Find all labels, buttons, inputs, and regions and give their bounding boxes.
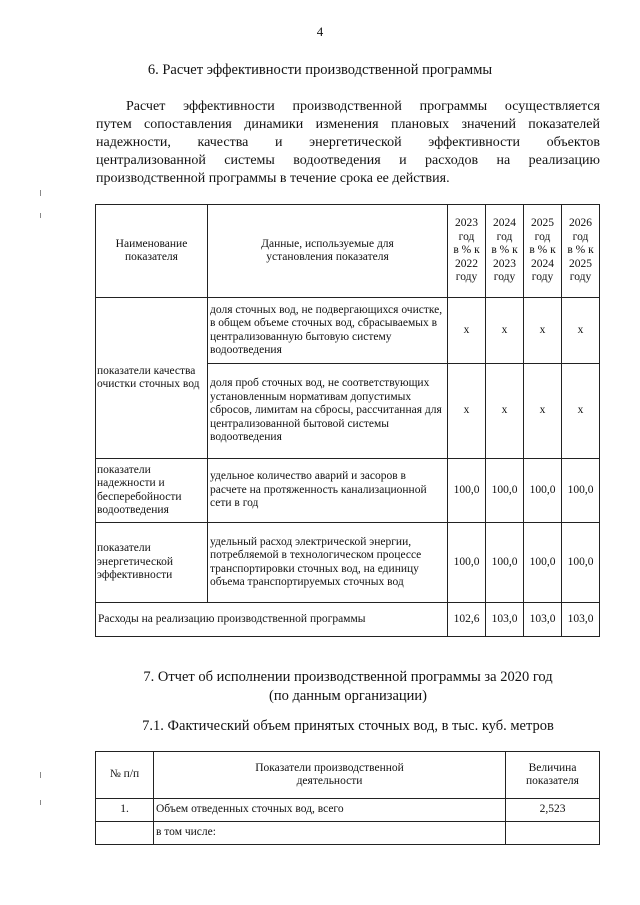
table-header-row: [96, 205, 600, 298]
header-num: № п/п: [96, 752, 154, 799]
table-row: [96, 459, 600, 523]
row-value: 100,0: [524, 459, 562, 523]
paragraph-line: Расчет эффективности производственной программы осуществляется: [126, 99, 600, 114]
row-value: x: [524, 364, 562, 459]
row-value: 100,0: [448, 459, 486, 523]
header-indicator-name: Наименование показателя: [96, 205, 208, 298]
header-year-2025: 2025 год в % к 2024 году: [524, 205, 562, 298]
row-value: 100,0: [524, 523, 562, 603]
paragraph-line: производственной программы в течение срока ее действия.: [96, 171, 450, 186]
header-year-2023: 2023 год в % к 2022 году: [448, 205, 486, 298]
row-value: 100,0: [486, 459, 524, 523]
group-label-quality: показатели качества очистки сточных вод: [96, 298, 208, 459]
group-label-reliability: показатели надежности и бесперебойности водоотведения: [96, 459, 208, 523]
row-description: удельное количество аварий и засоров в расчете на протяженность канализационной сети в год: [208, 459, 448, 523]
total-value: 102,6: [448, 603, 486, 637]
total-value: 103,0: [486, 603, 524, 637]
row-num: [96, 822, 154, 845]
table-header-row: [96, 752, 600, 799]
section-7-heading: 7. Отчет об исполнении производственной программы за 2020 год (по данным организации): [143, 669, 553, 704]
row-description: удельный расход электрической энергии, потребляемой в технологическом процессе транспортировки сточных вод, на единицу объема транспортируемых сточных вод: [208, 523, 448, 603]
total-value: 103,0: [562, 603, 600, 637]
row-value: 2,523: [506, 799, 600, 822]
table-row: [96, 523, 600, 603]
row-description: доля проб сточных вод, не соответствующих установленным нормативам допустимых сбросов, лимитам на сбросы, рассчитанная для централизованной бытовой системы водоотведения: [208, 364, 448, 459]
row-value: x: [448, 298, 486, 364]
scan-mark: [40, 772, 41, 778]
row-indicator: Объем отведенных сточных вод, всего: [154, 799, 506, 822]
group-label-energy: показатели энергетической эффективности: [96, 523, 208, 603]
scan-mark: [40, 800, 41, 805]
efficiency-table: [95, 204, 600, 637]
header-year-2024: 2024 год в % к 2023 году: [486, 205, 524, 298]
total-value: 103,0: [524, 603, 562, 637]
row-value: 100,0: [448, 523, 486, 603]
paragraph-line: централизованной системы водоотведения и расходов на реализацию: [96, 153, 600, 168]
row-value: x: [562, 364, 600, 459]
row-value: 100,0: [562, 523, 600, 603]
section-6-paragraph: [96, 98, 600, 188]
row-indicator: в том числе:: [154, 822, 506, 845]
row-value: x: [524, 298, 562, 364]
header-data-used: Данные, используемые для установления показателя: [208, 205, 448, 298]
section-6-heading: 6. Расчет эффективности производственной программы: [147, 62, 493, 78]
section-7-1-heading: 7.1. Фактический объем принятых сточных вод, в тыс. куб. метров: [142, 718, 554, 734]
row-value: x: [486, 364, 524, 459]
total-label: Расходы на реализацию производственной программы: [96, 603, 448, 637]
page-number: 4: [316, 24, 324, 39]
header-year-2026: 2026 год в % к 2025 году: [562, 205, 600, 298]
table-row: [96, 298, 600, 364]
header-value: Величина показателя: [506, 752, 600, 799]
report-table: [95, 751, 600, 845]
header-indicator: Показатели производственной деятельности: [154, 752, 506, 799]
row-value: x: [448, 364, 486, 459]
scan-mark: [40, 213, 41, 218]
paragraph-line: путем сопоставления динамики изменения плановых значений показателей: [96, 117, 600, 132]
table-row: [96, 822, 600, 845]
row-value: [506, 822, 600, 845]
row-value: x: [486, 298, 524, 364]
row-value: 100,0: [562, 459, 600, 523]
paragraph-line: надежности, качества и энергетической эффективности объектов: [96, 135, 600, 150]
table-row: [96, 799, 600, 822]
scan-mark: [40, 190, 41, 196]
row-value: 100,0: [486, 523, 524, 603]
row-value: x: [562, 298, 600, 364]
row-num: 1.: [96, 799, 154, 822]
row-description: доля сточных вод, не подвергающихся очистке, в общем объеме сточных вод, сбрасываемых в централизованную бытовую систему водоотведения: [208, 298, 448, 364]
table-total-row: [96, 603, 600, 637]
